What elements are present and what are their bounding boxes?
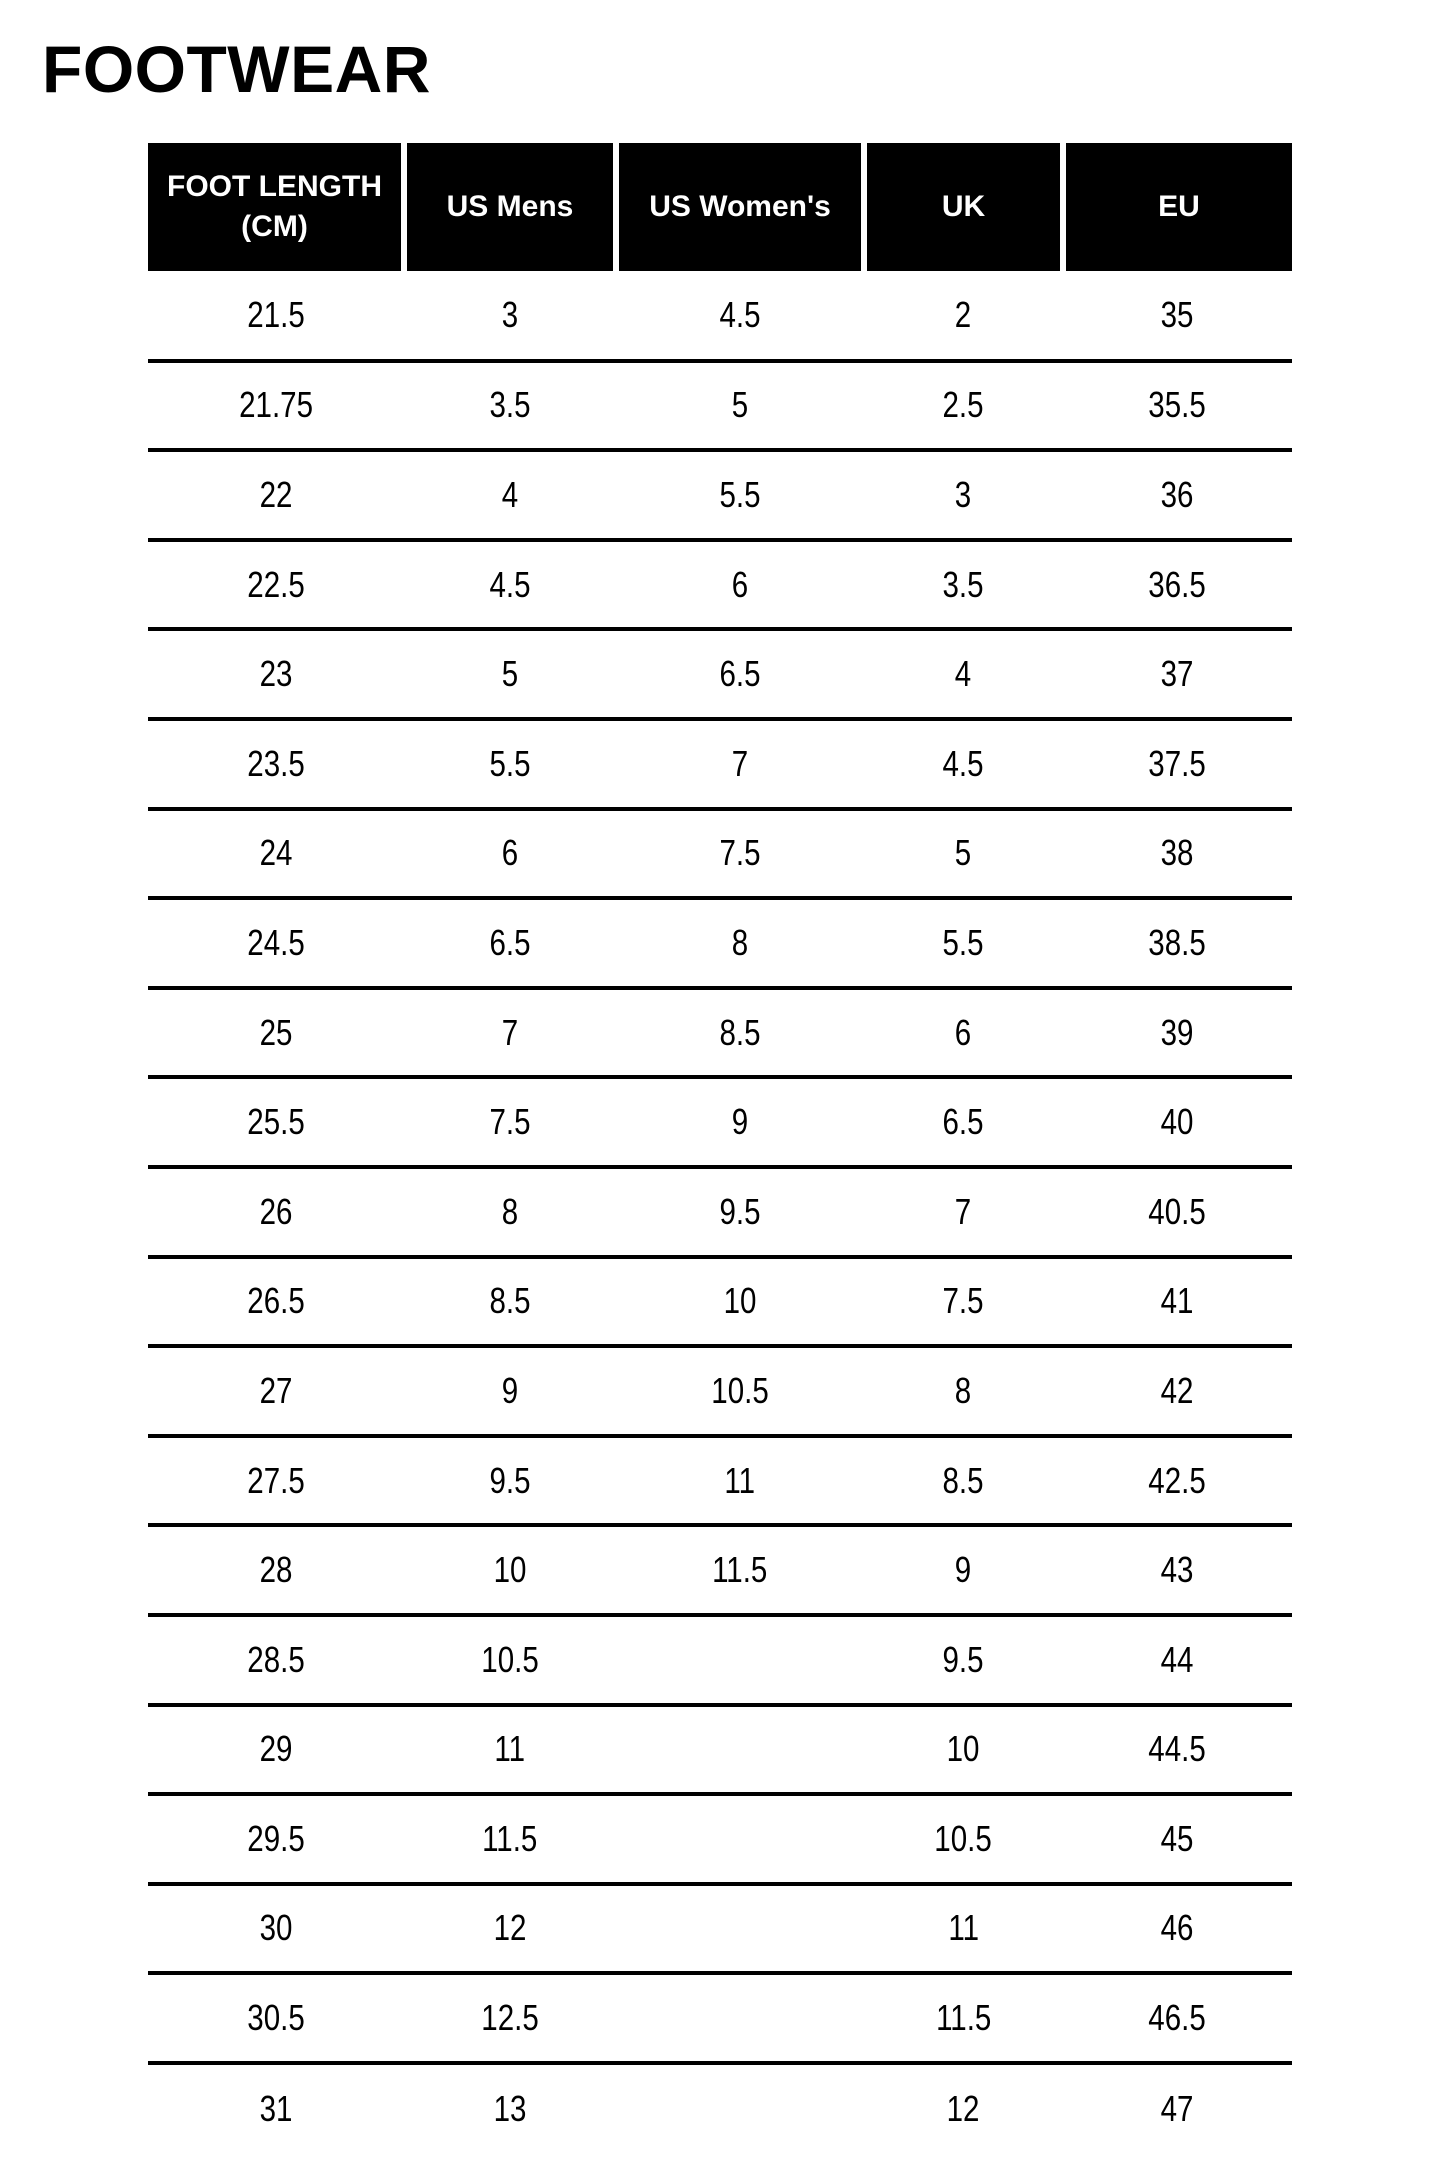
eu-cell: 43 [1063, 1525, 1292, 1615]
us-womens-cell: 6 [616, 540, 864, 630]
foot-length-cell: 25.5 [148, 1077, 404, 1167]
eu-cell: 42 [1063, 1346, 1292, 1436]
us-womens-cell [616, 1705, 864, 1795]
column-header-uk: UK [864, 143, 1063, 271]
uk-cell: 4.5 [864, 719, 1063, 809]
us-mens-cell: 9.5 [404, 1436, 616, 1526]
table-row [148, 271, 1292, 361]
table-row [148, 1973, 1292, 2063]
uk-cell: 8 [864, 1346, 1063, 1436]
uk-cell: 6.5 [864, 1077, 1063, 1167]
foot-length-cell: 24 [148, 809, 404, 899]
foot-length-cell: 21.5 [148, 271, 404, 361]
uk-cell: 2.5 [864, 361, 1063, 451]
us-mens-cell: 6 [404, 809, 616, 899]
foot-length-cell: 29 [148, 1705, 404, 1795]
table-row [148, 629, 1292, 719]
eu-cell: 40.5 [1063, 1167, 1292, 1257]
table-row [148, 1077, 1292, 1167]
foot-length-cell: 29.5 [148, 1794, 404, 1884]
table-row [148, 809, 1292, 899]
us-womens-cell: 9 [616, 1077, 864, 1167]
us-womens-cell: 5 [616, 361, 864, 451]
column-header-us-mens: US Mens [404, 143, 616, 271]
eu-cell: 45 [1063, 1794, 1292, 1884]
eu-cell: 42.5 [1063, 1436, 1292, 1526]
table-body [148, 271, 1292, 2152]
us-mens-cell: 11.5 [404, 1794, 616, 1884]
table-row [148, 1794, 1292, 1884]
foot-length-cell: 26 [148, 1167, 404, 1257]
foot-length-cell: 30.5 [148, 1973, 404, 2063]
uk-cell: 8.5 [864, 1436, 1063, 1526]
us-womens-cell [616, 2063, 864, 2153]
uk-cell: 11 [864, 1884, 1063, 1974]
foot-length-cell: 27 [148, 1346, 404, 1436]
us-mens-cell: 5.5 [404, 719, 616, 809]
us-womens-cell [616, 1973, 864, 2063]
table-row [148, 719, 1292, 809]
foot-length-cell: 26.5 [148, 1257, 404, 1347]
column-header-us-womens: US Women's [616, 143, 864, 271]
eu-cell: 38 [1063, 809, 1292, 899]
us-mens-cell: 8 [404, 1167, 616, 1257]
foot-length-cell: 21.75 [148, 361, 404, 451]
eu-cell: 41 [1063, 1257, 1292, 1347]
us-womens-cell: 7.5 [616, 809, 864, 899]
us-mens-cell: 3 [404, 271, 616, 361]
eu-cell: 39 [1063, 988, 1292, 1078]
foot-length-cell: 23.5 [148, 719, 404, 809]
table-row [148, 898, 1292, 988]
table-row [148, 1167, 1292, 1257]
table-row [148, 450, 1292, 540]
us-mens-cell: 13 [493, 2087, 527, 2129]
table-row [148, 1884, 1292, 1974]
uk-cell: 7.5 [864, 1257, 1063, 1347]
eu-cell: 35 [1063, 271, 1292, 361]
table-row [148, 1705, 1292, 1795]
foot-length-cell: 31 [259, 2087, 293, 2129]
eu-cell: 35.5 [1063, 361, 1292, 451]
table-row [148, 361, 1292, 451]
us-womens-cell: 5.5 [616, 450, 864, 540]
us-mens-cell: 9 [404, 1346, 616, 1436]
table-header-row [148, 143, 1292, 271]
table-row [148, 1615, 1292, 1705]
table-row [148, 540, 1292, 630]
uk-cell: 9.5 [864, 1615, 1063, 1705]
us-womens-cell: 10 [616, 1257, 864, 1347]
uk-cell: 12 [947, 2087, 980, 2129]
uk-cell: 7 [864, 1167, 1063, 1257]
page-title: FOOTWEAR [42, 32, 431, 106]
eu-cell: 37.5 [1063, 719, 1292, 809]
uk-cell: 6 [864, 988, 1063, 1078]
uk-cell: 10.5 [864, 1794, 1063, 1884]
uk-cell: 5 [864, 809, 1063, 899]
us-mens-cell: 7 [404, 988, 616, 1078]
us-mens-cell: 5 [404, 629, 616, 719]
table-row [148, 988, 1292, 1078]
foot-length-cell: 23 [148, 629, 404, 719]
us-womens-cell: 11 [616, 1436, 864, 1526]
foot-length-cell: 22 [148, 450, 404, 540]
uk-cell: 5.5 [864, 898, 1063, 988]
foot-length-cell: 27.5 [148, 1436, 404, 1526]
eu-cell: 46.5 [1063, 1973, 1292, 2063]
table-row [148, 2063, 1292, 2153]
us-mens-cell: 3.5 [404, 361, 616, 451]
us-mens-cell: 12.5 [404, 1973, 616, 2063]
uk-cell: 3.5 [864, 540, 1063, 630]
us-womens-cell: 7 [616, 719, 864, 809]
eu-cell: 36 [1063, 450, 1292, 540]
column-header-foot-length-cm: FOOT LENGTH (CM) [148, 143, 404, 271]
us-womens-cell [616, 1615, 864, 1705]
eu-cell: 38.5 [1063, 898, 1292, 988]
us-womens-cell: 6.5 [616, 629, 864, 719]
us-mens-cell: 4.5 [404, 540, 616, 630]
us-mens-cell: 4 [404, 450, 616, 540]
column-header-eu: EU [1063, 143, 1292, 271]
us-mens-cell: 12 [404, 1884, 616, 1974]
us-womens-cell: 8.5 [616, 988, 864, 1078]
us-womens-cell: 10.5 [616, 1346, 864, 1436]
eu-cell: 37 [1063, 629, 1292, 719]
uk-cell: 3 [864, 450, 1063, 540]
us-womens-cell: 11.5 [616, 1525, 864, 1615]
foot-length-cell: 24.5 [148, 898, 404, 988]
eu-cell: 44.5 [1063, 1705, 1292, 1795]
uk-cell: 4 [864, 629, 1063, 719]
table-row [148, 1525, 1292, 1615]
us-womens-cell [616, 1884, 864, 1974]
us-womens-cell: 8 [616, 898, 864, 988]
us-mens-cell: 6.5 [404, 898, 616, 988]
table-row [148, 1346, 1292, 1436]
footwear-size-chart-table [148, 143, 1292, 2152]
us-mens-cell: 8.5 [404, 1257, 616, 1347]
uk-cell: 10 [864, 1705, 1063, 1795]
table-row [148, 1436, 1292, 1526]
eu-cell: 47 [1161, 2087, 1194, 2129]
foot-length-cell: 30 [148, 1884, 404, 1974]
us-mens-cell: 11 [404, 1705, 616, 1795]
uk-cell: 2 [864, 271, 1063, 361]
table-row [148, 1257, 1292, 1347]
eu-cell: 46 [1063, 1884, 1292, 1974]
us-womens-cell: 9.5 [616, 1167, 864, 1257]
eu-cell: 44 [1063, 1615, 1292, 1705]
us-mens-cell: 10.5 [404, 1615, 616, 1705]
foot-length-cell: 28.5 [148, 1615, 404, 1705]
us-mens-cell: 7.5 [404, 1077, 616, 1167]
foot-length-cell: 22.5 [148, 540, 404, 630]
uk-cell: 9 [864, 1525, 1063, 1615]
foot-length-cell: 25 [148, 988, 404, 1078]
us-mens-cell: 10 [404, 1525, 616, 1615]
us-womens-cell: 4.5 [616, 271, 864, 361]
foot-length-cell: 28 [148, 1525, 404, 1615]
eu-cell: 36.5 [1063, 540, 1292, 630]
eu-cell: 40 [1063, 1077, 1292, 1167]
us-womens-cell [616, 1794, 864, 1884]
uk-cell: 11.5 [864, 1973, 1063, 2063]
